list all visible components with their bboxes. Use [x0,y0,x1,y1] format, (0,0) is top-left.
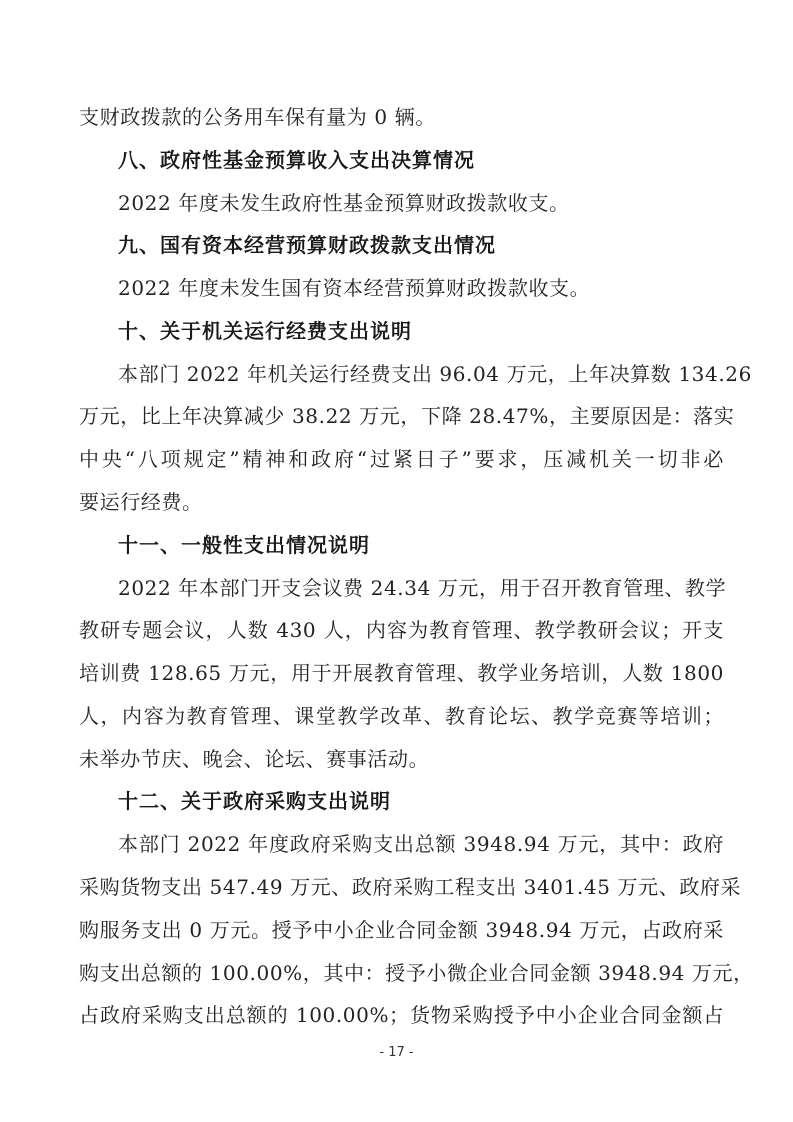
body-text-line: 购服务支出 0 万元。授予中小企业合同金额 3948.94 万元，占政府采 [79,918,724,942]
body-text-line: 购支出总额的 100.00%，其中：授予小微企业合同金额 3948.94 万元， [79,961,754,985]
section-heading-8: 八、政府性基金预算收入支出决算情况 [118,148,475,172]
body-text-line: 采购货物支出 547.49 万元、政府采购工程支出 3401.45 万元、政府采 [79,875,742,899]
page-number: - 17 - [379,1045,414,1060]
body-text-line: 人，内容为教育管理、课堂教学改革、教育论坛、教学竞赛等培训； [79,704,724,728]
body-text-line: 要运行经费。 [79,490,203,514]
body-text-line: 2022 年本部门开支会议费 24.34 万元，用于召开教育管理、教学 [118,576,727,600]
body-text-line: 培训费 128.65 万元，用于开展教育管理、教学业务培训，人数 1800 [79,661,724,685]
body-text-line: 未举办节庆、晚会、论坛、赛事活动。 [79,747,430,771]
body-text-line: 支财政拨款的公务用车保有量为 0 辆。 [79,105,436,129]
body-text-line: 占政府采购支出总额的 100.00%；货物采购授予中小企业合同金额占 [79,1003,724,1027]
section-heading-11: 十一、一般性支出情况说明 [118,533,370,557]
body-text-line: 2022 年度未发生政府性基金预算财政拨款收支。 [118,191,570,215]
body-text-line: 本部门 2022 年度政府采购支出总额 3948.94 万元，其中：政府 [118,832,724,856]
body-text-line: 中央“八项规定”精神和政府“过紧日子”要求，压减机关一切非必 [79,447,724,471]
body-text-line: 教研专题会议，人数 430 人，内容为教育管理、教学教研会议；开支 [79,618,724,642]
section-heading-9: 九、国有资本经营预算财政拨款支出情况 [118,233,496,257]
section-heading-12: 十二、关于政府采购支出说明 [118,789,391,813]
body-text-line: 万元，比上年决算减少 38.22 万元，下降 28.47%，主要原因是：落实 [79,404,735,428]
body-text-line: 2022 年度未发生国有资本经营预算财政拨款收支。 [118,276,591,300]
body-text-line: 本部门 2022 年机关运行经费支出 96.04 万元，上年决算数 134.26 [118,362,752,386]
section-heading-10: 十、关于机关运行经费支出说明 [118,319,412,343]
